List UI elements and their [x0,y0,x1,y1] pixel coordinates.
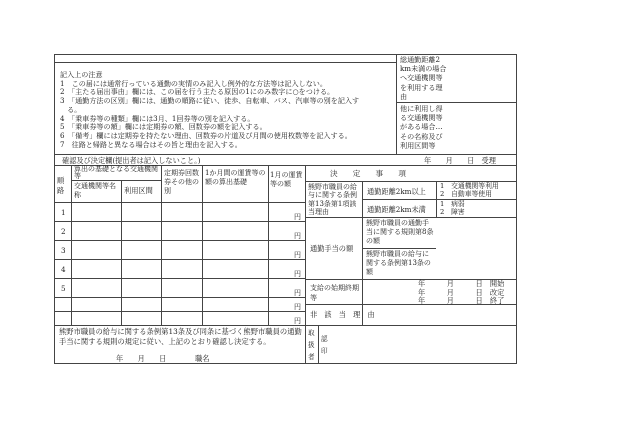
note-item: 4 「乗車券等の種類」欄には3月、1回券等の別を記入する。 [60,113,255,123]
decision-line [305,217,517,218]
yen-mark: 円 [294,232,301,240]
regulation-8-amount: 熊野市職員の通勤手当に関する規則第8条の額 [366,219,434,245]
allowance-label: 通勤手当の額 [310,244,354,253]
note-item: る。 [60,104,82,114]
notes-title: 記入上の注意 [60,70,103,79]
row-number: 2 [61,227,66,236]
health-options: 1 病弱 2 障害 [440,200,465,216]
notes-block [60,71,359,149]
monthly-fare-header: 1か月間の運賃等の額の算出基礎 [205,169,266,186]
transport-name-header: 交通機関等名 称 [74,182,130,199]
pay-period-label: 支給の始期終期等 [310,284,359,302]
not-applicable-label: 非 該 当 理 由 [310,310,375,319]
certification-date: 年 月 日 職名 [116,354,210,363]
yen-mark: 円 [294,317,301,325]
confirm-title: 確認及び決定欄(提出者は記入しないこと。) [62,156,201,165]
note-item: 2 「主たる届出事由」欄には、この届を行う主たる原因の1にのみ数字に○をつける。 [60,87,335,97]
handler-divider [318,325,319,364]
col-line [268,165,269,325]
end-date: 年 月 日 終了 [418,296,505,305]
row-line [54,259,305,260]
yen-mark: 円 [294,213,301,221]
col-line [202,165,203,325]
decision-header: 決 定 事 項 [330,169,406,178]
handler-label: 取 扱 者 [308,329,315,361]
approve-seal-label: 認 印 [321,335,328,355]
note-item: 5 「乗車券等の額」欄には定期券の額、回数券の額を記入する。 [60,122,267,132]
row-line [54,278,305,279]
distance-over-2km: 通勤距離2km以上 [367,187,426,196]
col-line [71,165,72,325]
start-date: 年 月 日 開始 [418,279,505,288]
yen-mark: 円 [294,303,301,311]
monthly-total-header: 1月の運賃等の額 [270,171,303,188]
route-header: 順路 [57,176,65,195]
received-date: 年 月 日 受理 [424,156,496,165]
article-13-amount: 熊野市職員の給与に関する条例第13条の額 [366,250,431,276]
header-bottom [54,202,305,203]
row-number: 3 [61,246,66,255]
table-bottom [54,325,517,326]
bottom-divider [305,325,306,364]
top-divider [54,62,396,63]
row-line [54,297,305,298]
row-line [54,240,305,241]
row-line [54,221,305,222]
notes-bottom [54,154,517,155]
col-line [161,165,162,325]
yen-mark: 円 [294,289,301,297]
row-number: 1 [61,208,66,217]
revise-date: 年 月 日 改定 [418,288,505,297]
certification-text: 熊野市職員の給与に関する条例第13条及び同条に基づく熊野市職員の通勤手当に関する規則の規定に従い、上記のとおり確認し決定する。 [59,327,302,346]
row-number: 4 [61,265,66,274]
side-box-divider [396,102,517,103]
yen-mark: 円 [294,270,301,278]
commute-reason-label: 熊野市職員の給与に関する条例第13条第1項該当理由 [308,183,357,217]
side-box-other-transport: 他に利用し得 る交通機関等 がある場合… その名称及び 利用区間等 [400,104,443,150]
row-line [54,311,305,312]
note-item: 6 「備考」欄には定期券を持たない理由、回数券の片道及び月間の使用枚数等を記入する。 [60,130,352,140]
side-box-short-distance: 総通勤距離2 km未満の場合 へ交通機関等 を利用する理 由 [400,55,447,101]
distance-under-2km: 通勤距離2km未満 [367,205,426,214]
col-line [305,165,306,325]
ticket-kind-header: 定期券回数券その他の別 [164,169,199,195]
decision-line [362,248,436,249]
section-header: 利用区間 [124,186,153,195]
note-item: 3 「通勤方法の区別」欄には、通勤の順路に従い、徒歩、自転車、バス、汽車等の別を記入す [60,96,360,106]
yen-mark: 円 [294,251,301,259]
note-item: 1 この届には通常行っている通勤の実情のみ記入し例外的な方法等は記入しない。 [60,78,327,88]
row-number: 5 [61,284,66,293]
basis-header: 算出の基礎となる交通機関等 [74,165,158,181]
note-item: 7 往路と帰路と異なる場合はその旨と理由を記入する。 [60,139,242,149]
side-divider [396,54,397,154]
transport-options: 1 交通機関等利用 2 自動車等使用 [440,182,499,198]
